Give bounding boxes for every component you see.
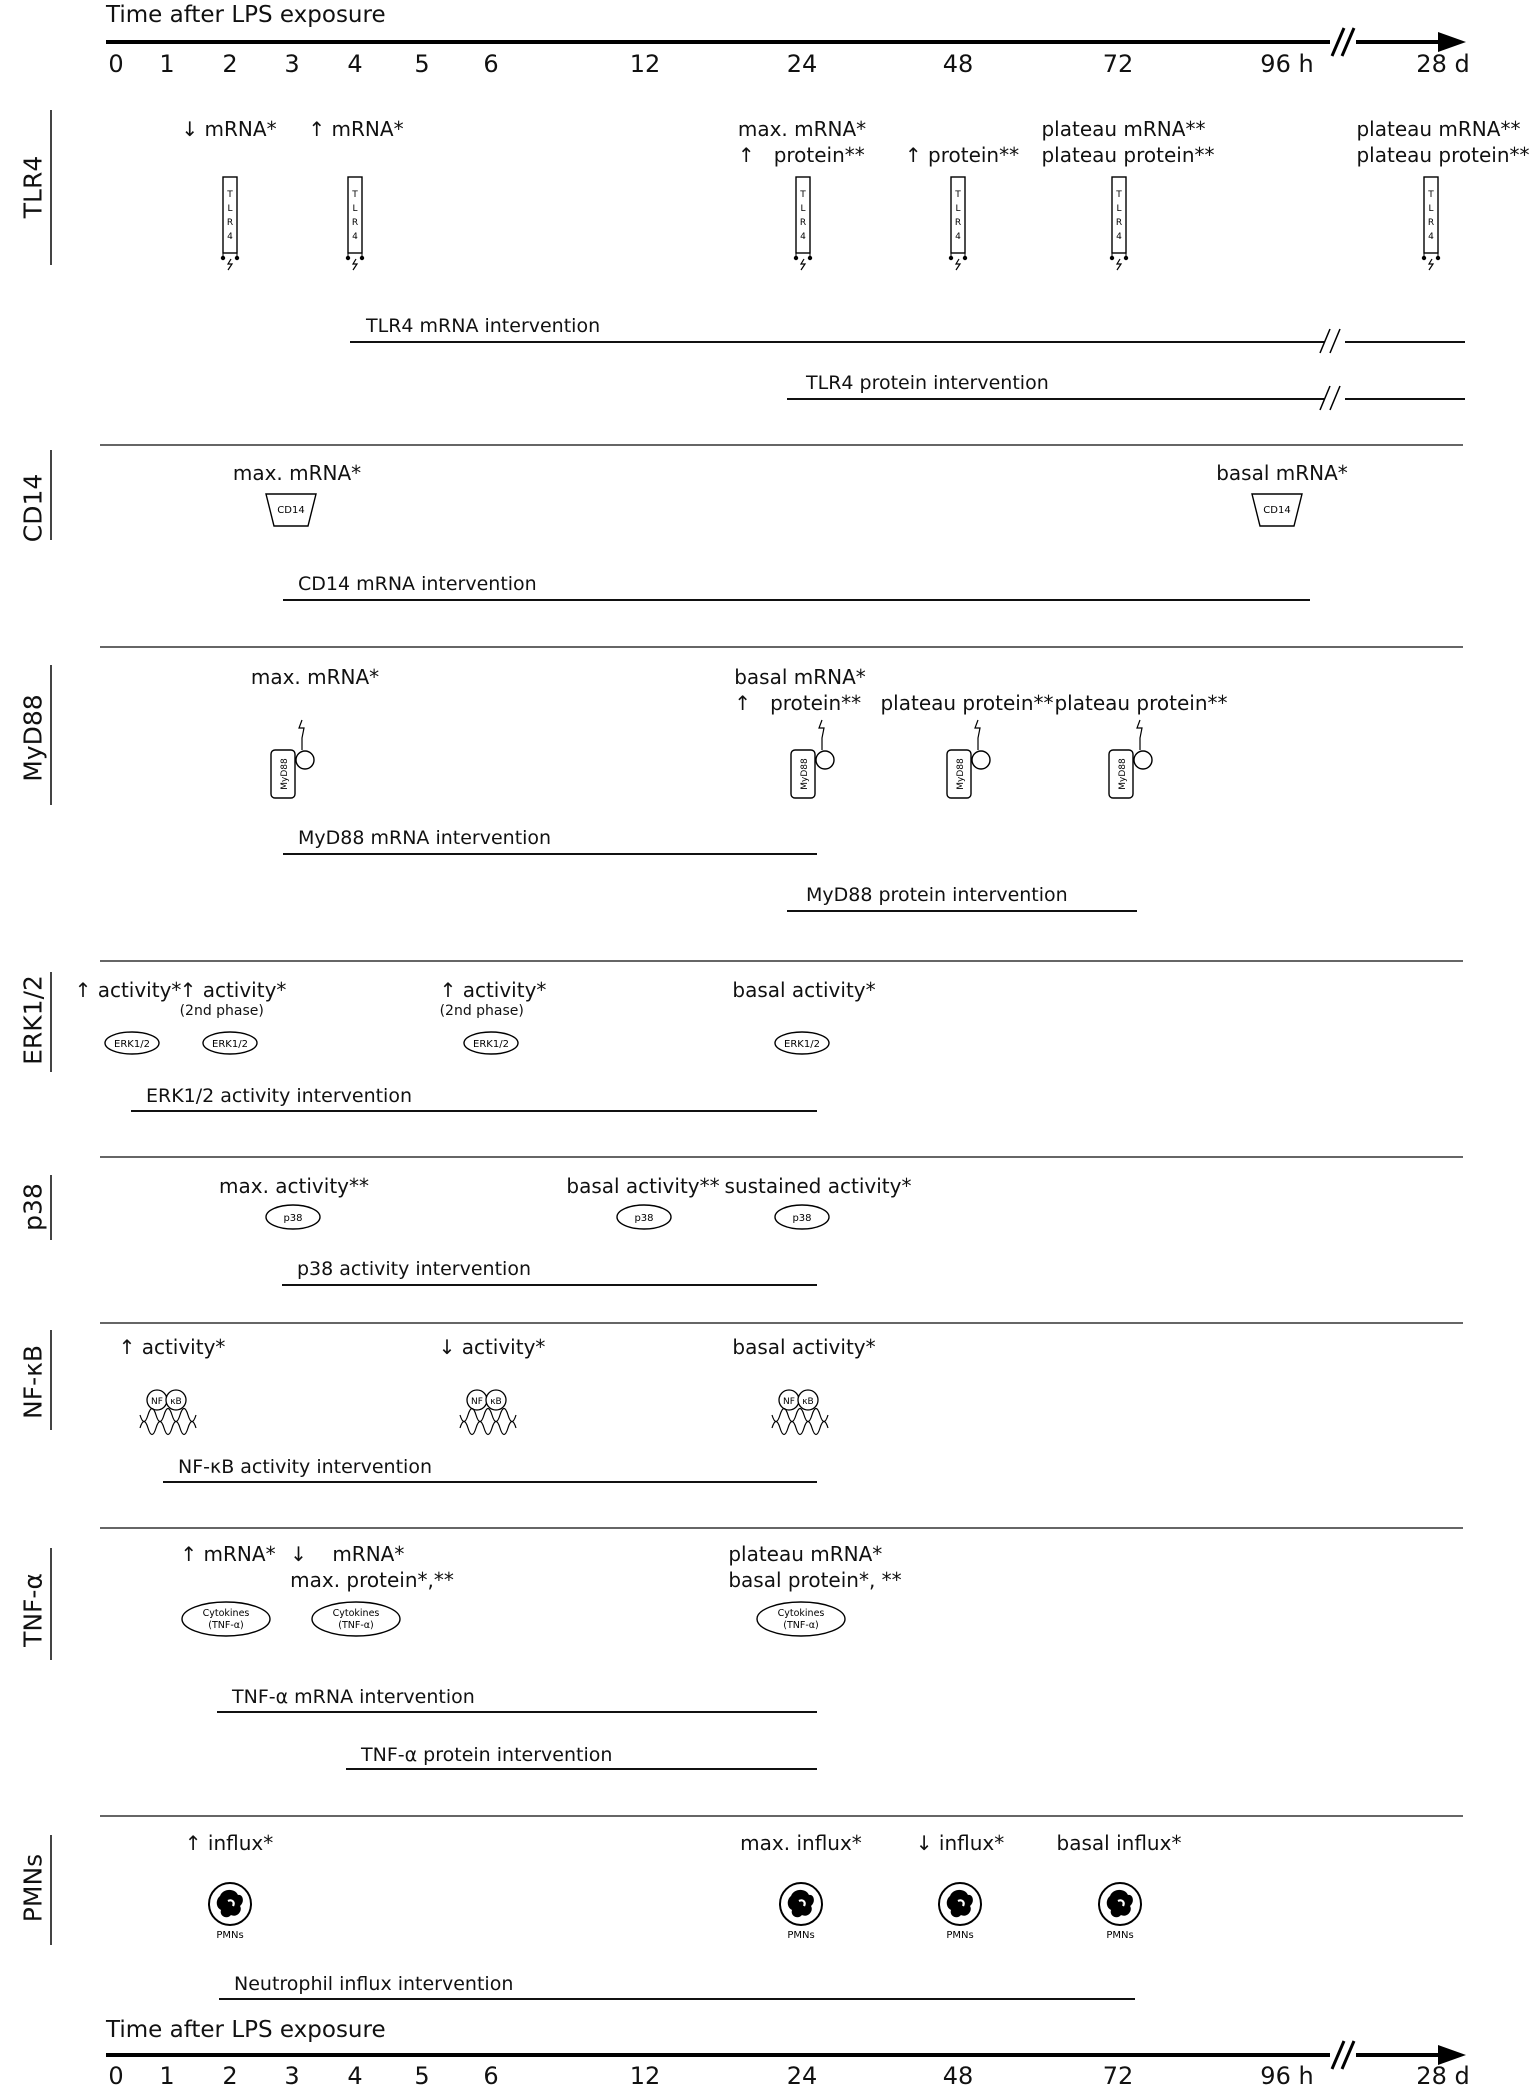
intervention-line — [282, 1284, 817, 1286]
myd88-annotation-3: plateau protein** — [880, 691, 1054, 715]
row-separator — [100, 1815, 1463, 1817]
svg-text:CD14: CD14 — [1263, 505, 1291, 516]
cytokine-icon — [755, 1600, 847, 1638]
intervention-label: TLR4 protein intervention — [806, 372, 1049, 394]
intervention-line — [1345, 341, 1465, 343]
row-bracket — [50, 110, 52, 265]
row-separator — [100, 960, 1463, 962]
svg-text:4: 4 — [955, 232, 961, 242]
svg-text:T: T — [227, 190, 233, 200]
tick-label: 72 — [1102, 2062, 1134, 2090]
row-separator — [100, 1322, 1463, 1324]
tick-label: 0 — [108, 2062, 124, 2090]
intervention-label: TNF-α mRNA intervention — [232, 1686, 475, 1708]
svg-text:ERK1/2: ERK1/2 — [114, 1039, 150, 1050]
cd14-receptor-icon — [264, 492, 318, 528]
tick-label: 0 — [108, 50, 124, 78]
svg-text:κB: κB — [802, 1397, 814, 1407]
svg-text:L: L — [955, 204, 961, 214]
intervention-line — [163, 1481, 817, 1483]
row-separator — [100, 1527, 1463, 1529]
neutrophil-icon — [205, 1880, 255, 1942]
svg-text:R: R — [1115, 218, 1123, 228]
row-bracket — [50, 1175, 52, 1240]
svg-text:R: R — [954, 218, 962, 228]
p38-kinase-icon — [773, 1203, 831, 1231]
p38-annotation-3: sustained activity* — [724, 1174, 912, 1198]
intervention-line — [350, 341, 1325, 343]
intervention-label: MyD88 protein intervention — [806, 884, 1068, 906]
row-label-p38: p38 — [18, 1183, 48, 1231]
svg-text:PMNs: PMNs — [216, 1930, 244, 1941]
svg-text:T: T — [1428, 190, 1434, 200]
intervention-label: TLR4 mRNA intervention — [366, 315, 601, 337]
svg-text:CD14: CD14 — [277, 505, 305, 516]
svg-text:4: 4 — [227, 232, 233, 242]
cytokine-icon — [180, 1600, 272, 1638]
row-bracket — [50, 450, 52, 540]
intervention-line — [787, 910, 1137, 912]
erk-kinase-icon — [103, 1030, 161, 1056]
row-label-erk: ERK1/2 — [18, 975, 48, 1065]
tick-label: 2 — [222, 2062, 238, 2090]
row-bracket — [50, 1548, 52, 1660]
svg-text:NF: NF — [151, 1397, 163, 1407]
row-label-cd14: CD14 — [18, 473, 48, 543]
svg-text:4: 4 — [1428, 232, 1434, 242]
row-bracket — [50, 972, 52, 1072]
svg-text:R: R — [799, 218, 807, 228]
svg-text:T: T — [1116, 190, 1122, 200]
intervention-line — [283, 853, 817, 855]
erk-annotation-1: ↑ activity* — [74, 978, 182, 1002]
p38-kinase-icon — [615, 1203, 673, 1231]
svg-text:MyD88: MyD88 — [956, 758, 966, 790]
tick-label: 96 h — [1260, 2062, 1314, 2090]
pmn-annotation-3: ↓ influx* — [915, 1831, 1005, 1855]
row-bracket — [50, 1835, 52, 1945]
svg-text:p38: p38 — [792, 1213, 812, 1224]
svg-text:(TNF-α): (TNF-α) — [208, 1620, 244, 1631]
nfkb-dna-complex-icon — [138, 1388, 198, 1432]
cd14-annotation-2: basal mRNA* — [1216, 461, 1348, 485]
p38-kinase-icon — [264, 1203, 322, 1231]
tick-label: 72 — [1102, 50, 1134, 78]
intervention-label: p38 activity intervention — [297, 1258, 531, 1280]
intervention-label: TNF-α protein intervention — [361, 1744, 613, 1766]
row-separator — [100, 444, 1463, 446]
row-separator — [100, 1156, 1463, 1158]
pmn-annotation-2: max. influx* — [740, 1831, 862, 1855]
svg-text:T: T — [352, 190, 358, 200]
tick-label: 4 — [347, 50, 363, 78]
intervention-line — [787, 398, 1325, 400]
svg-text:p38: p38 — [634, 1213, 654, 1224]
nfkb-dna-complex-icon — [770, 1388, 830, 1432]
tick-label: 4 — [347, 2062, 363, 2090]
myd88-annotation-2: basal mRNA* ↑ protein** — [734, 665, 866, 715]
svg-text:(TNF-α): (TNF-α) — [783, 1620, 819, 1631]
tlr4-receptor-icon — [1108, 175, 1130, 271]
intervention-line — [219, 1998, 1135, 2000]
svg-text:L: L — [1428, 204, 1434, 214]
svg-text:PMNs: PMNs — [787, 1930, 815, 1941]
tick-label: 6 — [483, 2062, 499, 2090]
myd88-adaptor-icon — [268, 716, 322, 802]
pmn-annotation-4: basal influx* — [1056, 1831, 1182, 1855]
tlr4-annotation-4: ↑ protein** — [904, 143, 1020, 167]
svg-text:T: T — [955, 190, 961, 200]
svg-text:L: L — [352, 204, 358, 214]
intervention-line — [131, 1110, 817, 1112]
svg-text:Cytokines: Cytokines — [777, 1608, 825, 1619]
tick-label: 6 — [483, 50, 499, 78]
svg-text:ERK1/2: ERK1/2 — [473, 1039, 509, 1050]
intervention-line — [217, 1711, 817, 1713]
cd14-receptor-icon — [1250, 492, 1304, 528]
myd88-annotation-1: max. mRNA* — [250, 665, 380, 689]
erk-annotation-4: basal activity* — [732, 978, 876, 1002]
intervention-line — [1345, 398, 1465, 400]
axis-title-bottom: Time after LPS exposure — [106, 2017, 386, 2043]
svg-text:R: R — [351, 218, 359, 228]
neutrophil-icon — [935, 1880, 985, 1942]
p38-annotation-2: basal activity** — [566, 1174, 720, 1198]
tlr4-receptor-icon — [344, 175, 366, 271]
tick-label: 28 d — [1416, 2062, 1470, 2090]
svg-text:L: L — [227, 204, 233, 214]
tlr4-annotation-2: ↑ mRNA* — [308, 117, 404, 141]
intervention-label: Neutrophil influx intervention — [234, 1973, 514, 1995]
nfkb-annotation-1: ↑ activity* — [118, 1335, 226, 1359]
nfkb-annotation-3: basal activity* — [732, 1335, 876, 1359]
svg-text:Cytokines: Cytokines — [332, 1608, 380, 1619]
intervention-line — [283, 599, 1310, 601]
tlr4-receptor-icon — [219, 175, 241, 271]
svg-text:(TNF-α): (TNF-α) — [338, 1620, 374, 1631]
axis-break-mark — [1318, 327, 1346, 355]
tick-label: 1 — [159, 50, 175, 78]
svg-text:PMNs: PMNs — [946, 1930, 974, 1941]
axis-line-top — [106, 40, 1436, 44]
svg-text:R: R — [226, 218, 234, 228]
neutrophil-icon — [1095, 1880, 1145, 1942]
intervention-label: CD14 mRNA intervention — [298, 573, 537, 595]
axis-line-bottom — [106, 2053, 1436, 2057]
tnf-annotation-1: ↑ mRNA* — [180, 1542, 276, 1566]
tlr4-annotation-6: plateau mRNA** plateau protein** — [1356, 117, 1530, 167]
tlr4-annotation-1: ↓ mRNA* — [181, 117, 277, 141]
svg-text:κB: κB — [170, 1397, 182, 1407]
intervention-label: MyD88 mRNA intervention — [298, 827, 552, 849]
cytokine-icon — [310, 1600, 402, 1638]
tick-label: 48 — [942, 2062, 974, 2090]
tick-label: 12 — [629, 2062, 661, 2090]
row-bracket — [50, 1330, 52, 1430]
svg-text:L: L — [800, 204, 806, 214]
svg-text:p38: p38 — [283, 1213, 303, 1224]
erk-annotation-3: ↑ activity* (2nd phase) — [439, 978, 547, 1019]
tlr4-annotation-3: max. mRNA* ↑ protein** — [737, 117, 867, 167]
tick-label: 3 — [284, 2062, 300, 2090]
svg-text:Cytokines: Cytokines — [202, 1608, 250, 1619]
svg-text:ERK1/2: ERK1/2 — [212, 1039, 248, 1050]
erk-kinase-icon — [462, 1030, 520, 1056]
intervention-line — [346, 1768, 817, 1770]
pmn-annotation-1: ↑ influx* — [184, 1831, 274, 1855]
myd88-adaptor-icon — [944, 716, 998, 802]
svg-text:4: 4 — [1116, 232, 1122, 242]
intervention-label: ERK1/2 activity intervention — [146, 1085, 412, 1107]
svg-text:T: T — [800, 190, 806, 200]
myd88-adaptor-icon — [788, 716, 842, 802]
erk-annotation-2: ↑ activity* (2nd phase) — [179, 978, 287, 1019]
tlr4-receptor-icon — [792, 175, 814, 271]
tick-label: 2 — [222, 50, 238, 78]
tlr4-annotation-5: plateau mRNA** plateau protein** — [1041, 117, 1215, 167]
tick-label: 48 — [942, 50, 974, 78]
tick-label: 5 — [414, 2062, 430, 2090]
row-label-tlr4: TLR4 — [18, 155, 48, 219]
svg-text:NF: NF — [471, 1397, 483, 1407]
row-bracket — [50, 665, 52, 805]
axis-title-top: Time after LPS exposure — [106, 2, 386, 28]
tick-label: 28 d — [1416, 50, 1470, 78]
myd88-annotation-4: plateau protein** — [1054, 691, 1228, 715]
svg-text:κB: κB — [490, 1397, 502, 1407]
tlr4-receptor-icon — [947, 175, 969, 271]
svg-text:MyD88: MyD88 — [280, 758, 290, 790]
svg-text:MyD88: MyD88 — [800, 758, 810, 790]
row-label-pmn: PMNs — [18, 1853, 48, 1923]
row-label-myd88: MyD88 — [18, 694, 48, 782]
svg-text:MyD88: MyD88 — [1118, 758, 1128, 790]
erk-kinase-icon — [773, 1030, 831, 1056]
svg-text:4: 4 — [352, 232, 358, 242]
tick-label: 24 — [786, 2062, 818, 2090]
myd88-adaptor-icon — [1106, 716, 1160, 802]
p38-annotation-1: max. activity** — [218, 1174, 370, 1198]
tick-label: 24 — [786, 50, 818, 78]
erk-kinase-icon — [201, 1030, 259, 1056]
row-label-nfkb: NF-κB — [18, 1345, 48, 1419]
intervention-label: NF-κB activity intervention — [178, 1456, 432, 1478]
tnf-annotation-3: plateau mRNA* basal protein*, ** — [728, 1542, 902, 1592]
svg-text:NF: NF — [783, 1397, 795, 1407]
svg-text:L: L — [1116, 204, 1122, 214]
tick-label: 1 — [159, 2062, 175, 2090]
row-separator — [100, 646, 1463, 648]
axis-break-mark — [1318, 384, 1346, 412]
svg-text:ERK1/2: ERK1/2 — [784, 1039, 820, 1050]
nfkb-dna-complex-icon — [458, 1388, 518, 1432]
tick-label: 96 h — [1260, 50, 1314, 78]
cd14-annotation-1: max. mRNA* — [232, 461, 362, 485]
svg-text:R: R — [1427, 218, 1435, 228]
nfkb-annotation-2: ↓ activity* — [438, 1335, 546, 1359]
svg-text:PMNs: PMNs — [1106, 1930, 1134, 1941]
tlr4-receptor-icon — [1420, 175, 1442, 271]
row-label-tnf: TNF-α — [18, 1573, 48, 1647]
neutrophil-icon — [776, 1880, 826, 1942]
svg-text:4: 4 — [800, 232, 806, 242]
tick-label: 12 — [629, 50, 661, 78]
tick-label: 3 — [284, 50, 300, 78]
tick-label: 5 — [414, 50, 430, 78]
tnf-annotation-2: ↓ mRNA* max. protein*,** — [290, 1542, 454, 1592]
